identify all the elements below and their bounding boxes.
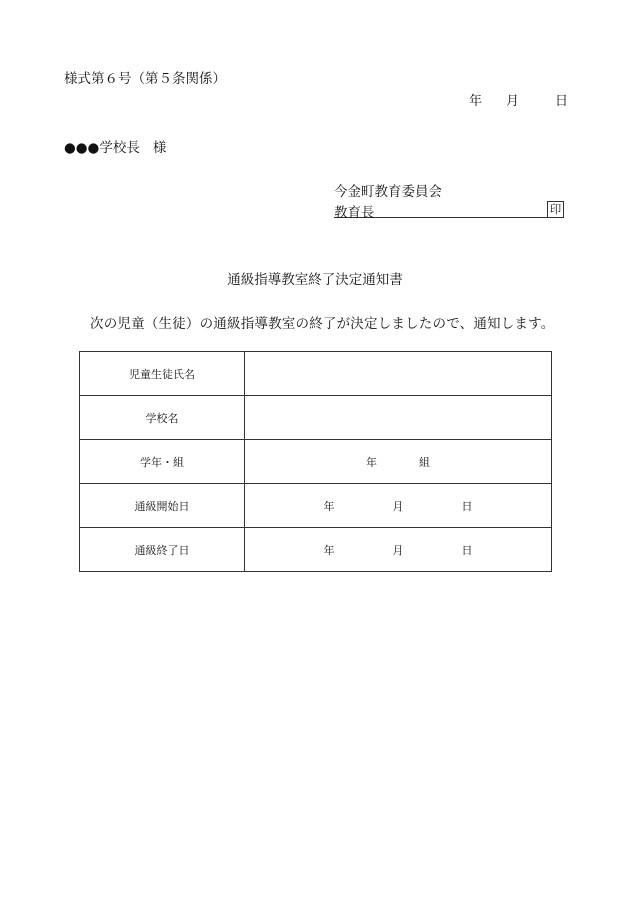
table-row-end-date [80,528,552,572]
grade-unit: 年 [366,455,377,469]
end-day-unit: 日 [461,543,473,557]
issuer-title: 教育長 [334,205,375,221]
class-unit: 組 [419,455,430,469]
grade-class-field[interactable] [245,440,552,484]
start-month-unit: 月 [392,499,404,513]
start-day-unit: 日 [461,499,473,513]
addressee [64,136,166,156]
seal-mark: 印 [547,201,564,218]
issue-date [469,90,568,109]
row-label-end-date: 通級終了日 [80,528,245,572]
issue-date-year: 年 [469,94,483,109]
end-year-unit: 年 [323,543,335,557]
row-label-student-name: 児童生徒氏名 [80,352,245,396]
row-label-grade-class: 学年・組 [80,440,245,484]
table-row-start-date [80,484,552,528]
table-row-student-name [80,352,552,396]
lead-text: 次の児童（生徒）の通級指導教室の終了が決定しましたので、通知します。 [90,316,555,332]
end-month-unit: 月 [392,543,404,557]
form-number: 様式第６号（第５条関係） [64,71,226,87]
document-title: 通級指導教室終了決定通知書 [227,272,403,288]
student-name-field[interactable] [245,352,552,396]
row-label-start-date: 通級開始日 [80,484,245,528]
issuer-organization: 今金町教育委員会 [334,184,442,200]
issue-date-day: 日 [555,94,569,109]
addressee-honorific: 様 [152,140,167,156]
table-row-grade-class [80,440,552,484]
info-table [79,351,552,572]
issuer-signature-line [334,201,564,221]
issue-date-month: 月 [506,94,520,109]
table-row-school-name [80,396,552,440]
end-date-field[interactable] [245,528,552,572]
school-name-field[interactable] [245,396,552,440]
start-date-field[interactable] [245,484,552,528]
start-year-unit: 年 [323,499,335,513]
row-label-school-name: 学校名 [80,396,245,440]
addressee-name: ●●●学校長 [64,140,140,156]
